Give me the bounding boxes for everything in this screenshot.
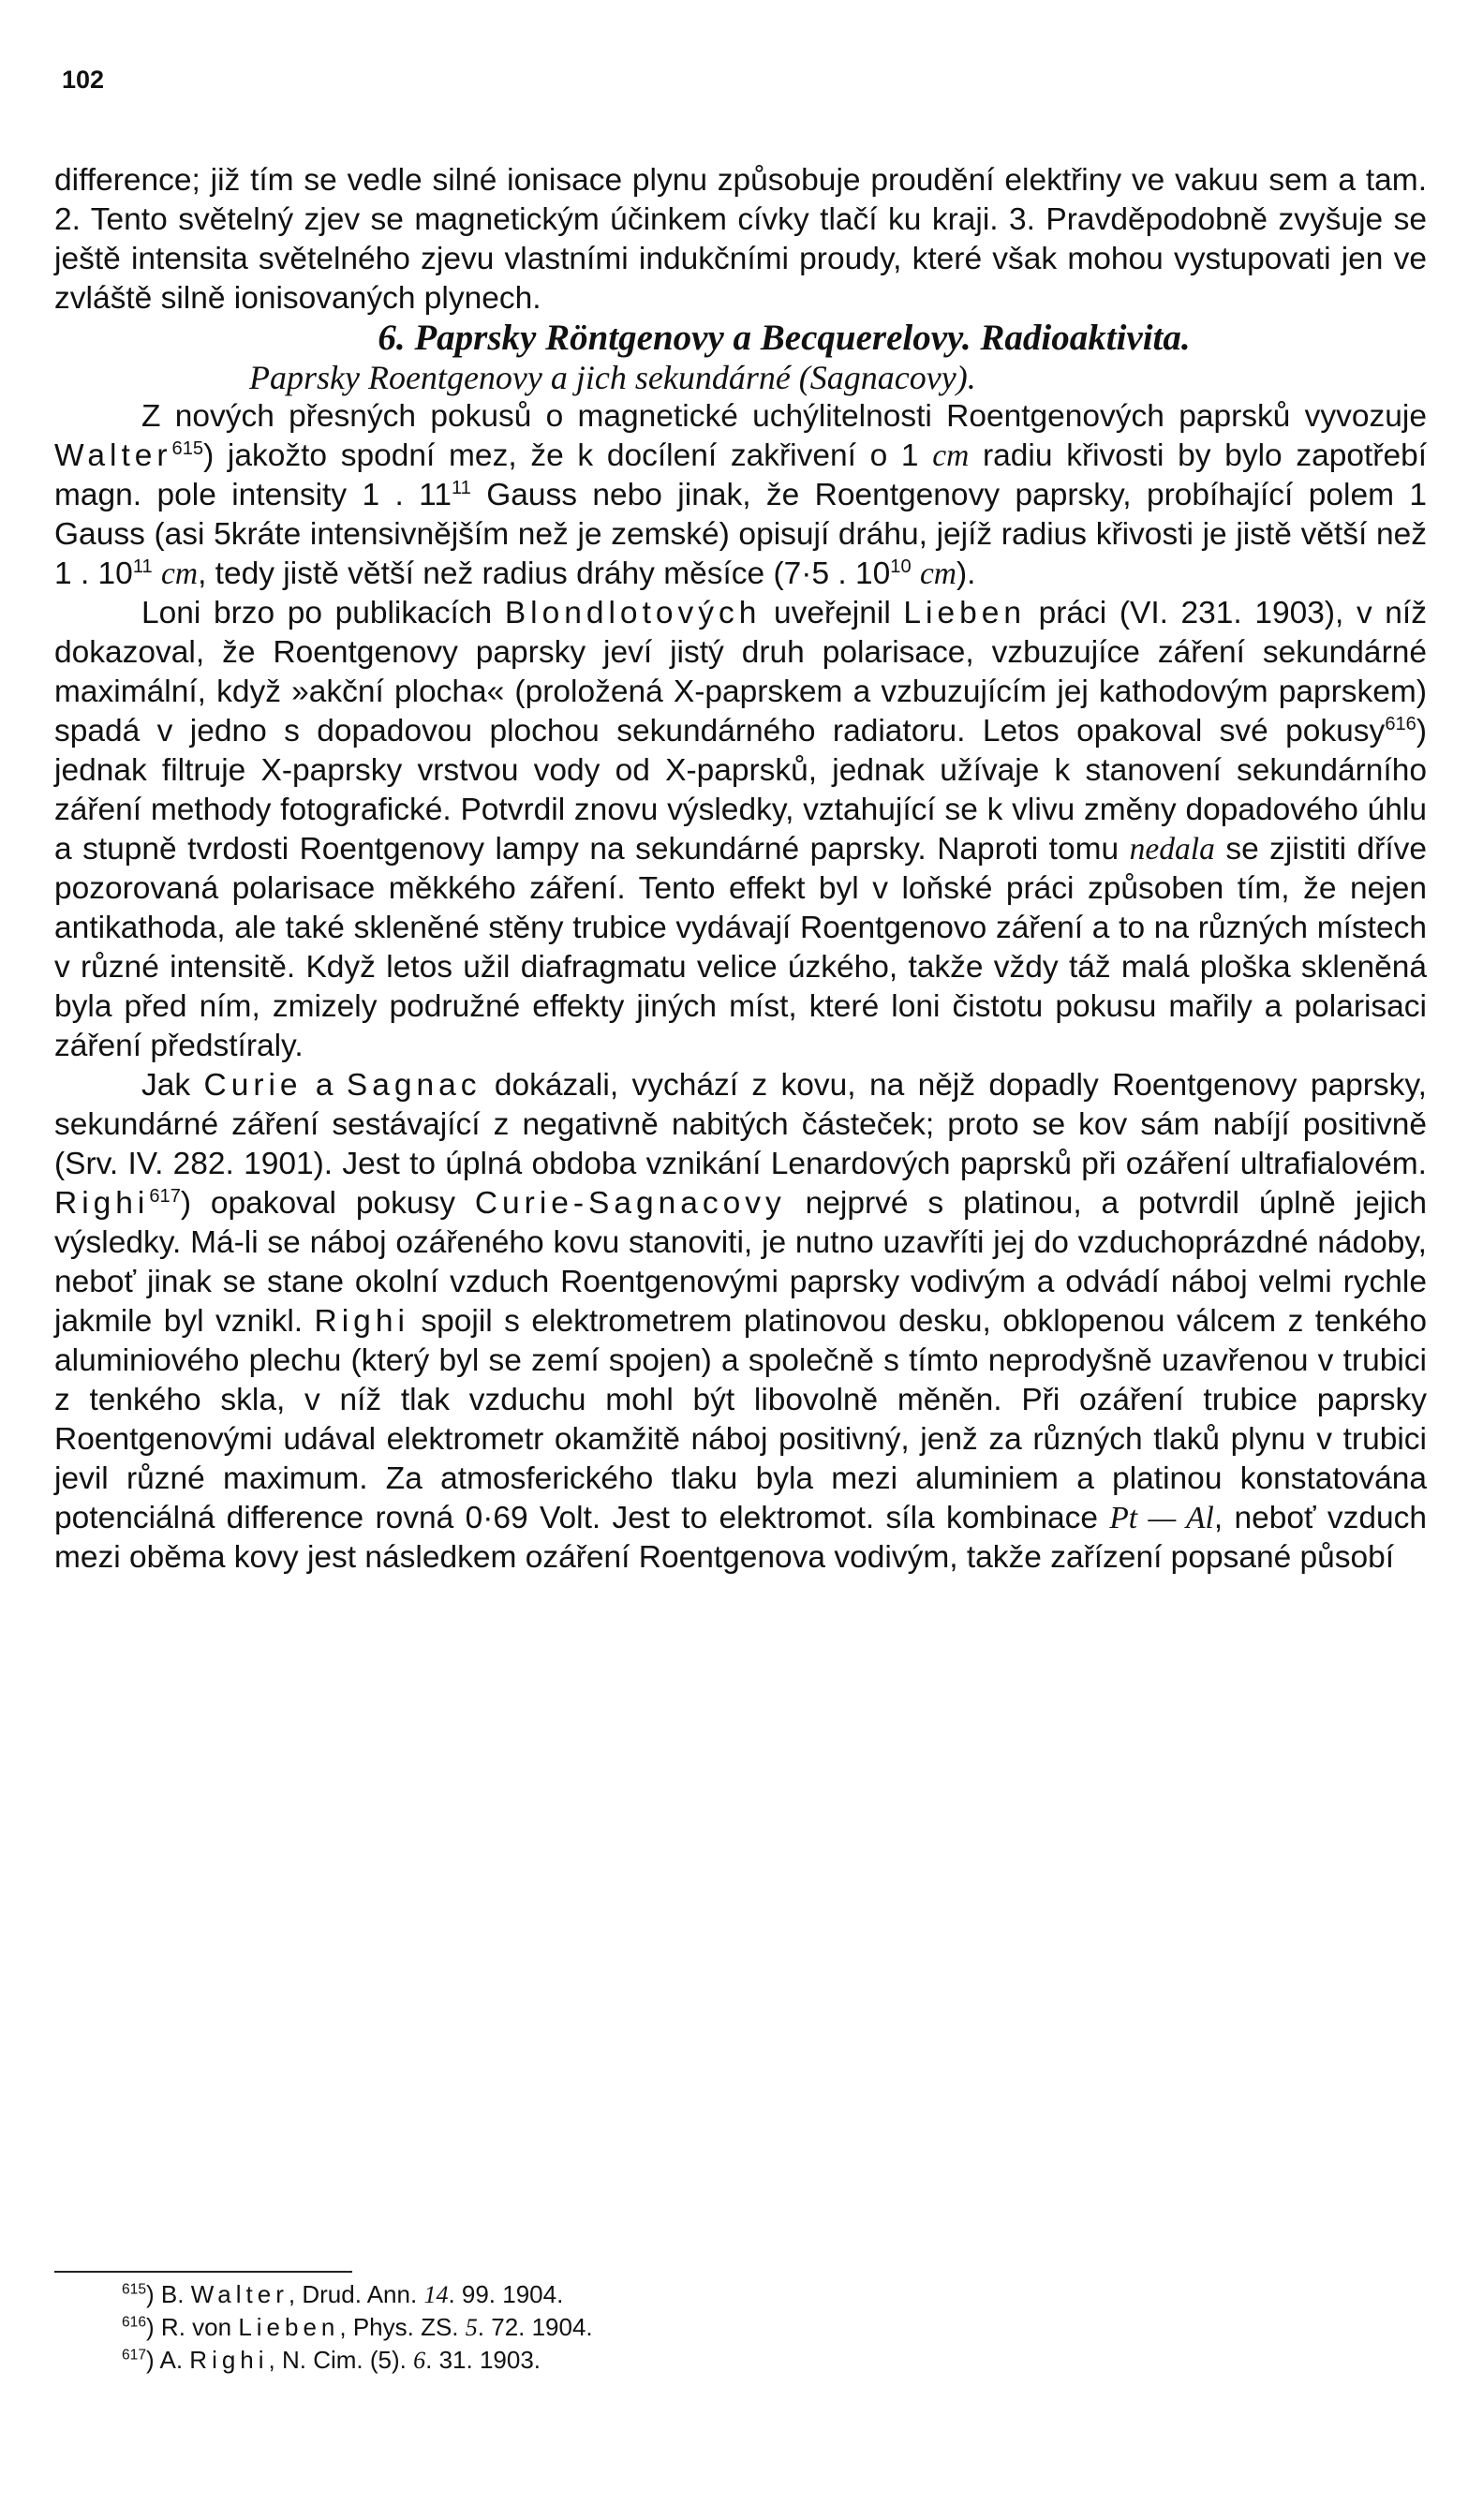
footnote-ref: 615 [171, 437, 204, 459]
footnote-rule [54, 2271, 352, 2273]
author-name: Righi [314, 1304, 409, 1339]
author-name: Curie-Sagnacovy [474, 1186, 786, 1221]
subsection-title: Paprsky Roentgenovy a jich sekundárné (Sagnacovy). [249, 359, 976, 396]
footnote-ref: 616 [1385, 713, 1416, 734]
paragraph-lieben: Loni brzo po publikacích Blondlotových uveřejnil Lieben práci (VI. 231. 1903), v níž dokazoval, že Roentgenovy paprsky jeví jistý druh polarisace, vzbuzujíce záření sekundárné maximální, když »akční plocha« (proložená X-paprskem a vzbuzujícím jej kathodovým paprskem) spadá v jedno s dopadovou plochou sekundárného radiatoru. Letos opakoval své pokusy$^{616}$) jednak filtruje X-paprsky vrstvou vody od X-paprsků, jednak užívaje k stanovení sekundárního záření methody fotografické. Potvrdil znovu výsledky, vztahující se k vlivu změny dopadového úhlu a stupně tvrdosti Roentgenovy lampy na sekundárné paprsky. Naproti tomu nedala se zjistiti dříve pozorovaná polarisace měkkého záření. Tento effekt byl v loňské práci způsoben tím, že nejen antikathoda, ale také skleněné stěny trubice vydávají Roentgenovo záření a to na různých místech v různé intensitě. Když letos užil diafragmatu velice úzkého, takže vždy táž malá ploška skleněná byla před ním, zmizely podružné effekty jiných míst, které loni čistotu pokusu mařily a polarisaci záření předstíraly. [54, 596, 1428, 1063]
author-name: Curie [203, 1068, 303, 1103]
author-name: Righi [54, 1186, 150, 1221]
formula: Pt — Al [1109, 1501, 1214, 1535]
paragraph-continuation: difference; již tím se vedle silné ionisace plynu způsobuje proudění elektřiny ve vakuu sem a tam. 2. Tento světelný zjev se magnetickým účinkem cívky tlačí ku kraji. 3. Pravděpodobně zvyšuje se ještě intensita světelného zjevu vlastními indukčními proudy, které však mohou vystupovati jen ve zvláště silně ionisovaných plynech. [54, 163, 1427, 316]
author-name: Walter [54, 438, 172, 473]
author-name: Sagnac [346, 1068, 482, 1103]
paragraph-walter: Z nových přesných pokusů o magnetické uchýlitelnosti Roentgenových paprsků vyvozuje Walter$^{615}$) jakožto spodní mez, že k docílení zakřivení o 1 cm radiu křivosti by bylo zapotřebí magn. pole intensity 1 . $11^{11}$ Gauss nebo jinak, že Roentgenovy paprsky, probíhající polem 1 Gauss (asi 5kráte intensivnějším než je zemské) opisují dráhu, jejíž radius křivosti je jistě větší než 1 . $10^{11}$ cm, tedy jistě větší než radius dráhy měsíce (7·5 . $10^{10}$ cm). [54, 399, 1428, 591]
footnote-616: $^{616}$) R. von Lieben, Phys. ZS. 5. 72. 1904. [122, 2313, 593, 2341]
footnote-ref: 617 [149, 1185, 181, 1207]
page-number: 102 [62, 66, 105, 94]
footnote-615: $^{615}$) B. Walter, Drud. Ann. 14. 99. 1904. [122, 2280, 564, 2308]
footnote-617: $^{617}$) A. Righi, N. Cim. (5). 6. 31. 1903. [122, 2346, 541, 2374]
paragraph-curie-sagnac: Jak Curie a Sagnac dokázali, vychází z kovu, na nějž dopadly Roentgenovy paprsky, sekundárné záření sestávající z negativně nabitých částeček; proto se kov sám nabíjí positivně (Srv. IV. 282. 1901). Jest to úplná obdoba vznikání Lenardových paprsků při ozáření ultrafialovém. Righi$^{617}$) opakoval pokusy Curie-Sagnacovy nejprvé s platinou, a potvrdil úplně jejich výsledky. Má-li se náboj ozářeného kovu stanoviti, je nutno uzavříti jej do vzduchoprázdné nádoby, neboť jinak se stane okolní vzduch Roentgenovými paprsky vodivým a odvádí náboj velmi rychle jakmile byl vznikl. Righi spojil s elektrometrem platinovou desku, obklopenou válcem z tenkého aluminiového plechu (který byl se zemí spojen) a společně s tímto neprodyšně uzavřenou v trubici z tenkého skla, v níž tlak vzduchu mohl být libovolně měněn. Při ozáření trubice paprsky Roentgenovými udával elektrometr okamžitě náboj positivný, jenž za různých tlaků plynu v trubici jevil různé maximum. Za atmosferického tlaku byla mezi aluminiem a platinou konstatována potenciálná difference rovná 0·69 Volt. Jest to elektromot. síla kombinace Pt — Al, neboť vzduch mezi oběma kovy jest následkem ozáření Roentgenova vodivým, takže zařízení popsané působí [54, 1068, 1428, 1575]
body-text [54, 161, 1427, 1578]
section-title: 6. Paprsky Röntgenovy a Becquerelovy. Radioaktivita. [378, 318, 1191, 358]
author-name: Blondlotových [504, 596, 762, 630]
footnotes [122, 2278, 1340, 2377]
author-name: Lieben [903, 596, 1026, 630]
